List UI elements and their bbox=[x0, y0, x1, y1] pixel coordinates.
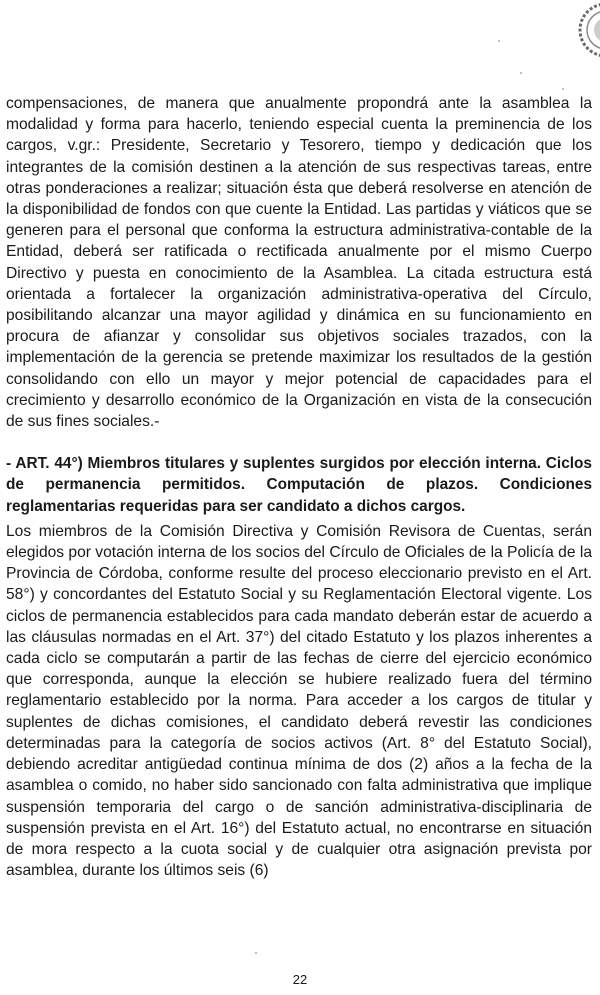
scan-speck bbox=[255, 952, 257, 954]
scan-speck bbox=[520, 72, 522, 74]
seal-stamp-icon bbox=[572, 0, 600, 60]
scan-speck bbox=[562, 88, 564, 90]
document-body bbox=[6, 93, 592, 881]
body-paragraph: compensaciones, de manera que anualmente propondrá ante la asamblea la modalidad y forma para hacerlo, teniendo especial cuenta la preminencia de los cargos, v.gr.: Presidente, Secretario y Tesorero, tiempo y dedicación que los integrantes de la comisión destinen a la atención de sus respectivas tareas, entre otras ponderaciones a realizar; situación ésta que deberá resolverse en atención de la disponibilidad de fondos con que cuente la Entidad. Las partidas y viáticos que se generen para el personal que conforma la estructura administrativa-contable de la Entidad, deberá ser ratificada o rectificada anualmente por el mismo Cuerpo Directivo y puesta en conocimiento de la Asamblea. La citada estructura está orientada a fortalecer la organización administrativa-operativa del Círculo, posibilitando alcanzar una mayor agilidad y dinámica en su funcionamiento en procura de afianzar y consolidar sus objetivos sociales trazados, con la implementación de la gerencia se pretende maximizar los resultados de la gestión consolidando con ello un mayor y mejor potencial de capacidades para el crecimiento y desarrollo económico de la Organización en vista de la consecución de sus fines sociales.- bbox=[6, 95, 592, 431]
article-heading: - ART. 44°) Miembros titulares y suplentes surgidos por elección interna. Ciclos de permanencia permitidos. Computación de plazos. Condiciones reglamentarias requeridas para ser candidato a dichos cargos. bbox=[6, 455, 592, 515]
scan-speck bbox=[498, 40, 500, 42]
page-number: 22 bbox=[292, 972, 308, 987]
body-paragraph: Los miembros de la Comisión Directiva y Comisión Revisora de Cuentas, serán elegidos por votación interna de los socios del Círculo de Oficiales de la Policía de la Provincia de Córdoba, conforme resulte del proceso eleccionario previsto en el Art. 58°) y concordantes del Estatuto Social y su Reglamentación Electoral vigente. Los ciclos de permanencia establecidos para cada mandato deberán estar de acuerdo a las cláusulas normadas en el Art. 37°) del citado Estatuto y los plazos inherentes a cada ciclo se computarán a partir de las fechas de cierre del ejercicio económico que corresponda, aunque la elección se hubiere realizado fuera del término reglamentario establecido por la norma. Para acceder a los cargos de titular y suplentes de dichas comisiones, el candidato deberá revestir las condiciones determinadas para la categoría de socios activos (Art. 8° del Estatuto Social), debiendo acreditar antigüedad continua mínima de dos (2) años a la fecha de la asamblea o comido, no haber sido sancionado con falta administrativa que implique suspensión temporaria del cargo o de sanción administrativa-disciplinaria de suspensión prevista en el Art. 16°) del Estatuto actual, no encontrarse en situación de mora respecto a la cuota social y de cualquier otra asignación prevista por asamblea, durante los últimos seis (6) bbox=[6, 522, 592, 880]
